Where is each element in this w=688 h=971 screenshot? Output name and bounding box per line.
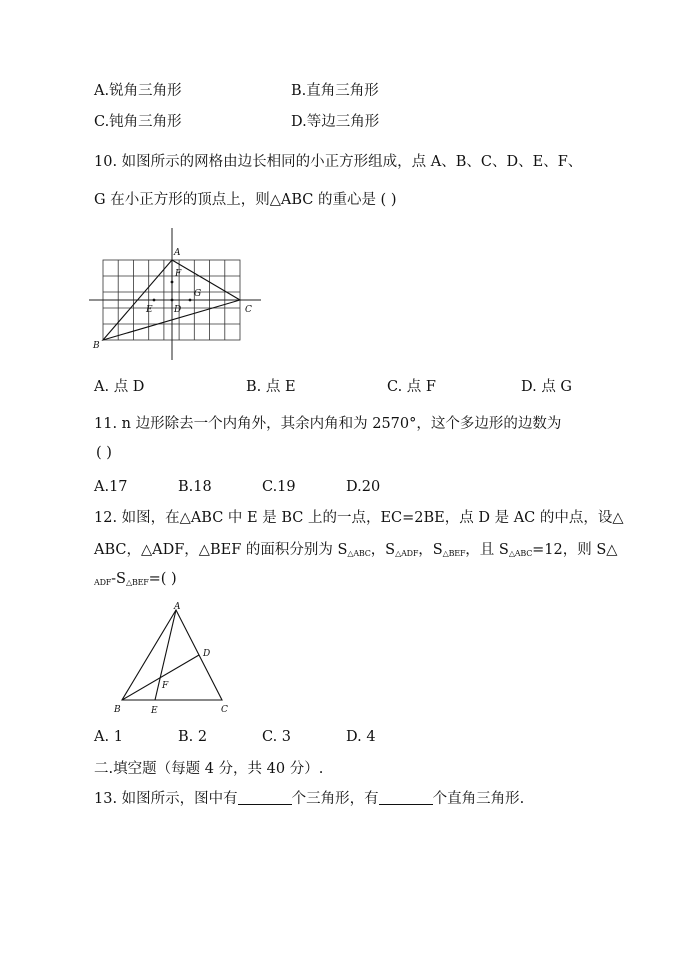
label-f: F xyxy=(162,681,169,691)
q12-stem-line2: ABC，△ADF，△BEF 的面积分别为 $S_{\triangle ABC}$，$S_{\triangle ADF}$，$S_{\triangle BEF}$，且 $S_{\triangle ABC}=12$，则 S△ xyxy=(94,542,618,558)
q12-option-c: C. 3 xyxy=(262,729,292,745)
label-e: E xyxy=(146,305,153,315)
q11-option-a: A.17 xyxy=(94,479,128,495)
label-c: C xyxy=(221,705,228,715)
q11-option-c: C.19 xyxy=(262,479,296,495)
q10-option-d: D. 点 G xyxy=(521,379,573,395)
q10-grid-figure xyxy=(88,224,268,364)
q10-option-c: C. 点 F xyxy=(387,379,436,395)
label-d: D xyxy=(174,305,182,315)
answer-blank-2[interactable] xyxy=(379,790,433,805)
label-a: A xyxy=(174,248,181,258)
q11-stem-line1: 11. n 边形除去一个内角外，其余内角和为 2570°，这个多边形的边数为 xyxy=(94,416,562,432)
q11-option-b: B.18 xyxy=(178,479,212,495)
q9-option-d: D.等边三角形 xyxy=(291,114,380,130)
label-e: E xyxy=(151,706,158,716)
q9-option-c: C.钝角三角形 xyxy=(94,114,182,130)
q11-stem-line2: ( ) xyxy=(96,445,112,461)
answer-blank-1[interactable] xyxy=(238,790,292,805)
q12-option-d: D. 4 xyxy=(346,729,376,745)
q12-triangle-figure xyxy=(108,598,248,720)
label-f: F xyxy=(175,269,182,279)
label-b: B xyxy=(93,341,100,351)
q10-option-b: B. 点 E xyxy=(246,379,296,395)
q11-option-d: D.20 xyxy=(346,479,381,495)
q12-stem-line1: 12. 如图，在△ABC 中 E 是 BC 上的一点，EC=2BE，点 D 是 AC 的中点，设△ xyxy=(94,510,624,526)
label-a: A xyxy=(174,602,181,612)
q10-stem-line1: 10. 如图所示的网格由边长相同的小正方形组成，点 A、B、C、D、E、F、 xyxy=(94,154,583,170)
q9-option-a: A.锐角三角形 xyxy=(94,83,182,99)
q9-option-b: B.直角三角形 xyxy=(291,83,379,99)
q12-stem-line3: $_{ADF}-S_{\triangle BEF}=$( ) xyxy=(94,571,177,587)
label-c: C xyxy=(245,305,252,315)
q10-option-a: A. 点 D xyxy=(94,379,145,395)
label-g: G xyxy=(194,289,202,299)
q10-stem-line2: G 在小正方形的顶点上，则△ABC 的重心是 ( ) xyxy=(94,192,397,208)
q12-option-a: A. 1 xyxy=(94,729,123,745)
q12-option-b: B. 2 xyxy=(178,729,208,745)
segment-bd xyxy=(122,655,199,700)
section-heading: 二.填空题（每题 4 分，共 40 分）. xyxy=(94,761,324,777)
label-d: D xyxy=(203,649,211,659)
q13-stem: 13. 如图所示，图中有 个三角形，有 个直角三角形. xyxy=(94,791,525,807)
label-b: B xyxy=(114,705,121,715)
